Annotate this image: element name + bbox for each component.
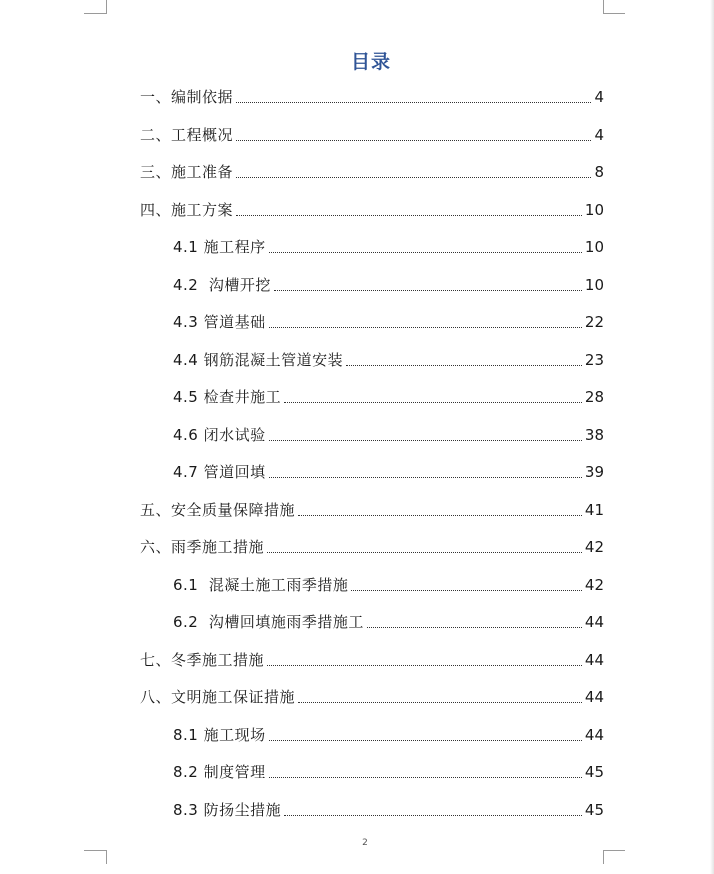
toc-dot-leader: [267, 664, 582, 666]
toc-dot-leader: [236, 139, 591, 141]
toc-entry-page: 4: [594, 88, 604, 106]
toc-entry-page: 42: [584, 575, 604, 594]
toc-entry[interactable]: [173, 761, 604, 783]
toc-entry[interactable]: [173, 274, 604, 296]
toc-entry-label: 4.1 施工程序: [173, 238, 266, 256]
toc-entry-label: 4.5 检查井施工: [173, 388, 282, 406]
toc-dot-leader: [351, 589, 582, 591]
toc-entry[interactable]: [140, 86, 604, 108]
toc-entry-label: 8.1 施工现场: [173, 725, 266, 744]
toc-dot-leader: [269, 476, 582, 478]
toc-dot-leader: [236, 176, 591, 178]
toc-entry[interactable]: [140, 161, 604, 183]
toc-dot-leader: [269, 326, 582, 328]
toc-dot-leader: [267, 551, 582, 553]
toc-entry-label: 八、文明施工保证措施: [140, 688, 296, 706]
toc-entry-page: 44: [584, 725, 604, 744]
toc-entry[interactable]: [140, 536, 604, 558]
toc-dot-leader: [367, 626, 582, 628]
toc-entry-label: 六、雨季施工措施: [140, 538, 265, 556]
toc-entry-label: 4.4 钢筋混凝土管道安装: [173, 350, 344, 369]
toc-entry-page: 44: [584, 688, 604, 706]
toc-entry-page: 10: [584, 200, 604, 219]
toc-dot-leader: [284, 814, 582, 816]
toc-entry-label: 8.3 防扬尘措施: [173, 800, 282, 819]
toc-dot-leader: [274, 289, 582, 291]
toc-dot-leader: [298, 701, 582, 703]
toc-entry-label: 七、冬季施工措施: [140, 650, 265, 669]
toc-entry-label: 4.3 管道基础: [173, 313, 266, 331]
toc-entry-page: 38: [584, 425, 604, 444]
toc-entry[interactable]: [140, 499, 604, 521]
toc-entry-page: 41: [584, 500, 604, 519]
toc-entry-page: 8: [594, 163, 604, 181]
toc-entry[interactable]: [173, 574, 604, 596]
toc-entry[interactable]: [173, 349, 604, 371]
toc-dot-leader: [236, 101, 591, 103]
toc-entry-page: 45: [584, 800, 604, 819]
toc-entry-label: 4.7 管道回填: [173, 463, 266, 481]
toc-entry[interactable]: [140, 686, 604, 708]
toc-entry-label: 6.1 混凝土施工雨季措施: [173, 575, 349, 594]
toc-entry[interactable]: [173, 236, 604, 258]
toc-entry[interactable]: [173, 611, 604, 633]
toc-entry-page: 10: [584, 275, 604, 294]
toc-entry-label: 二、工程概况: [140, 125, 234, 144]
toc-entry-label: 一、编制依据: [140, 88, 234, 106]
toc-dot-leader: [269, 439, 582, 441]
toc-title: 目录: [350, 51, 391, 73]
toc-entry-page: 23: [584, 350, 604, 369]
toc-dot-leader: [269, 251, 582, 253]
toc-entry[interactable]: [173, 724, 604, 746]
toc-entry-page: 44: [584, 650, 604, 669]
toc-dot-leader: [298, 514, 582, 516]
toc-entry[interactable]: [140, 199, 604, 221]
toc-entry-label: 8.2 制度管理: [173, 763, 266, 781]
toc-entry-page: 22: [584, 313, 604, 331]
toc-dot-leader: [269, 739, 582, 741]
toc-dot-leader: [269, 776, 582, 778]
toc-entry[interactable]: [173, 424, 604, 446]
toc-entry[interactable]: [173, 386, 604, 408]
toc-entry-page: 39: [584, 463, 604, 481]
toc-entry-page: 44: [584, 613, 604, 631]
toc-entry[interactable]: [173, 799, 604, 821]
toc-entry-page: 42: [584, 538, 604, 556]
toc-entry[interactable]: [173, 311, 604, 333]
toc-entry-label: 三、施工准备: [140, 163, 234, 181]
toc-entry[interactable]: [140, 124, 604, 146]
toc-entry-label: 四、施工方案: [140, 200, 234, 219]
toc-entry-page: 4: [594, 125, 604, 144]
toc-dot-leader: [284, 401, 582, 403]
toc-dot-leader: [346, 364, 582, 366]
toc-dot-leader: [236, 214, 582, 216]
toc-entry-page: 45: [584, 763, 604, 781]
toc-entry-label: 4.6 闭水试验: [173, 425, 266, 444]
toc-entry[interactable]: [173, 461, 604, 483]
page-number: 2: [362, 838, 368, 848]
toc-entry-page: 10: [584, 238, 604, 256]
toc-entry-label: 4.2 沟槽开挖: [173, 275, 271, 294]
toc-entry-label: 五、安全质量保障措施: [140, 500, 296, 519]
toc-entry[interactable]: [140, 649, 604, 671]
toc-entry-page: 28: [584, 388, 604, 406]
toc-entry-label: 6.2 沟槽回填施雨季措施工: [173, 613, 364, 631]
